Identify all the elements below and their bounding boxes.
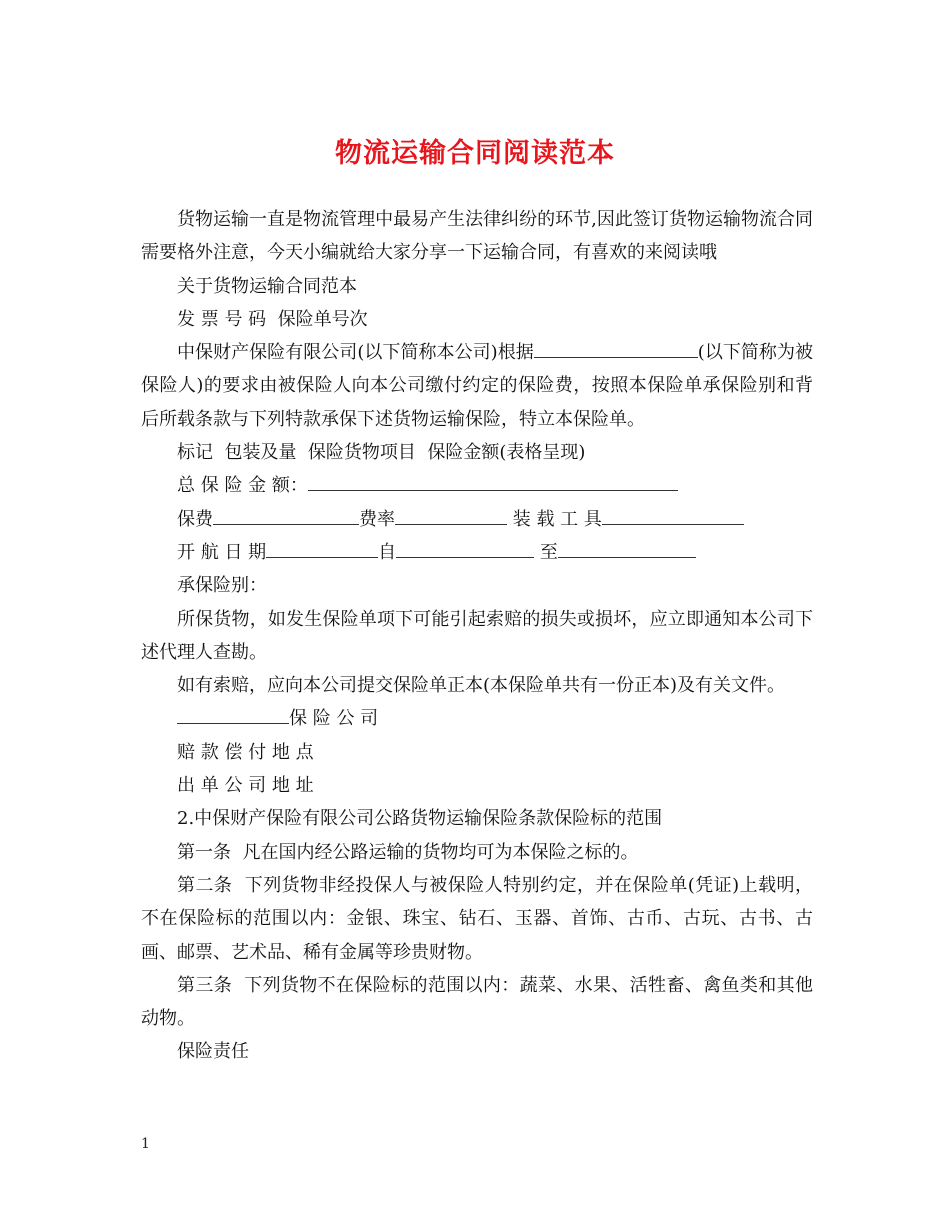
liability-heading: 保险责任	[177, 1041, 249, 1063]
company-paragraph	[141, 336, 813, 436]
claim-paragraph: 如有索赔，应向本公司提交保险单正本(本保险单共有一份正本)及有关文件。	[177, 675, 786, 697]
payment-place-line: 赔 款 偿 付 地 点	[177, 741, 314, 763]
insurer-line	[141, 702, 813, 735]
sailing-date-label: 开 航 日 期	[177, 541, 267, 563]
premium-label: 保费	[177, 508, 213, 530]
page-number: 1	[141, 1136, 150, 1152]
insurer-label: 保 险 公 司	[289, 708, 379, 730]
premium-blank	[213, 506, 359, 525]
article-3: 第三条 下列货物不在保险标的范围以内：蔬菜、水果、活牲畜、禽鱼类和其他动物。	[141, 974, 813, 1030]
company-paragraph-prefix: 中保财产保险有限公司(以下简称本公司)根据	[177, 342, 534, 364]
notify-paragraph: 所保货物，如发生保险单项下可能引起索赔的损失或损坏，应立即通知本公司下述代理人查勘。	[141, 608, 813, 663]
insured-name-blank	[534, 339, 698, 358]
to-blank	[558, 539, 696, 558]
premium-line	[141, 503, 813, 536]
issuer-address-line: 出 单 公 司 地 址	[177, 775, 314, 797]
article-2: 第二条 下列货物非经投保人与被保险人特别约定，并在保险单(凭证)上载明，不在保险标的范围以内：金银、珠宝、钻石、玉器、首饰、古币、古玩、古书、古画、邮票、艺术品、稀有金属等珍贵财物。	[141, 874, 813, 963]
total-amount-label: 总 保 险 金 额：	[177, 475, 308, 497]
from-label: 自	[378, 541, 397, 563]
document-body	[141, 203, 813, 1069]
sailing-date-line	[141, 536, 813, 569]
marks-line: 标记 包装及量 保险货物项目 保险金额(表格呈现)	[177, 442, 586, 464]
company-paragraph-suffix: (以下简称为被保险人)的要求由被保险人向本公司缴付约定的保险费，按照本保险单承保险别和背后所载条款与下列特款承保下述货物运输保险，特立本保险单。	[141, 342, 813, 430]
total-amount-line	[141, 469, 813, 502]
intro-paragraph: 货物运输一直是物流管理中最易产生法律纠纷的环节,因此签订货物运输物流合同需要格外注意，今天小编就给大家分享一下运输合同，有喜欢的来阅读哦	[141, 209, 813, 264]
sailing-date-blank	[266, 539, 378, 558]
article-1: 第一条 凡在国内经公路运输的货物均可为本保险之标的。	[177, 841, 639, 863]
document-title: 物流运输合同阅读范本	[335, 138, 615, 169]
insurer-name-blank	[177, 705, 289, 724]
coverage-label: 承保险别：	[177, 575, 267, 597]
contract-heading: 关于货物运输合同范本	[177, 275, 357, 297]
rate-blank	[395, 506, 507, 525]
vehicle-blank	[602, 506, 744, 525]
clause-title: 2.中保财产保险有限公司公路货物运输保险条款保险标的范围	[177, 808, 663, 830]
vehicle-label: 装 载 工 具	[512, 508, 602, 530]
rate-label: 费率	[359, 508, 395, 530]
invoice-number-line: 发 票 号 码 保险单号次	[177, 308, 368, 330]
total-amount-blank	[308, 472, 678, 491]
from-blank	[396, 539, 534, 558]
to-label: 至	[539, 541, 558, 563]
